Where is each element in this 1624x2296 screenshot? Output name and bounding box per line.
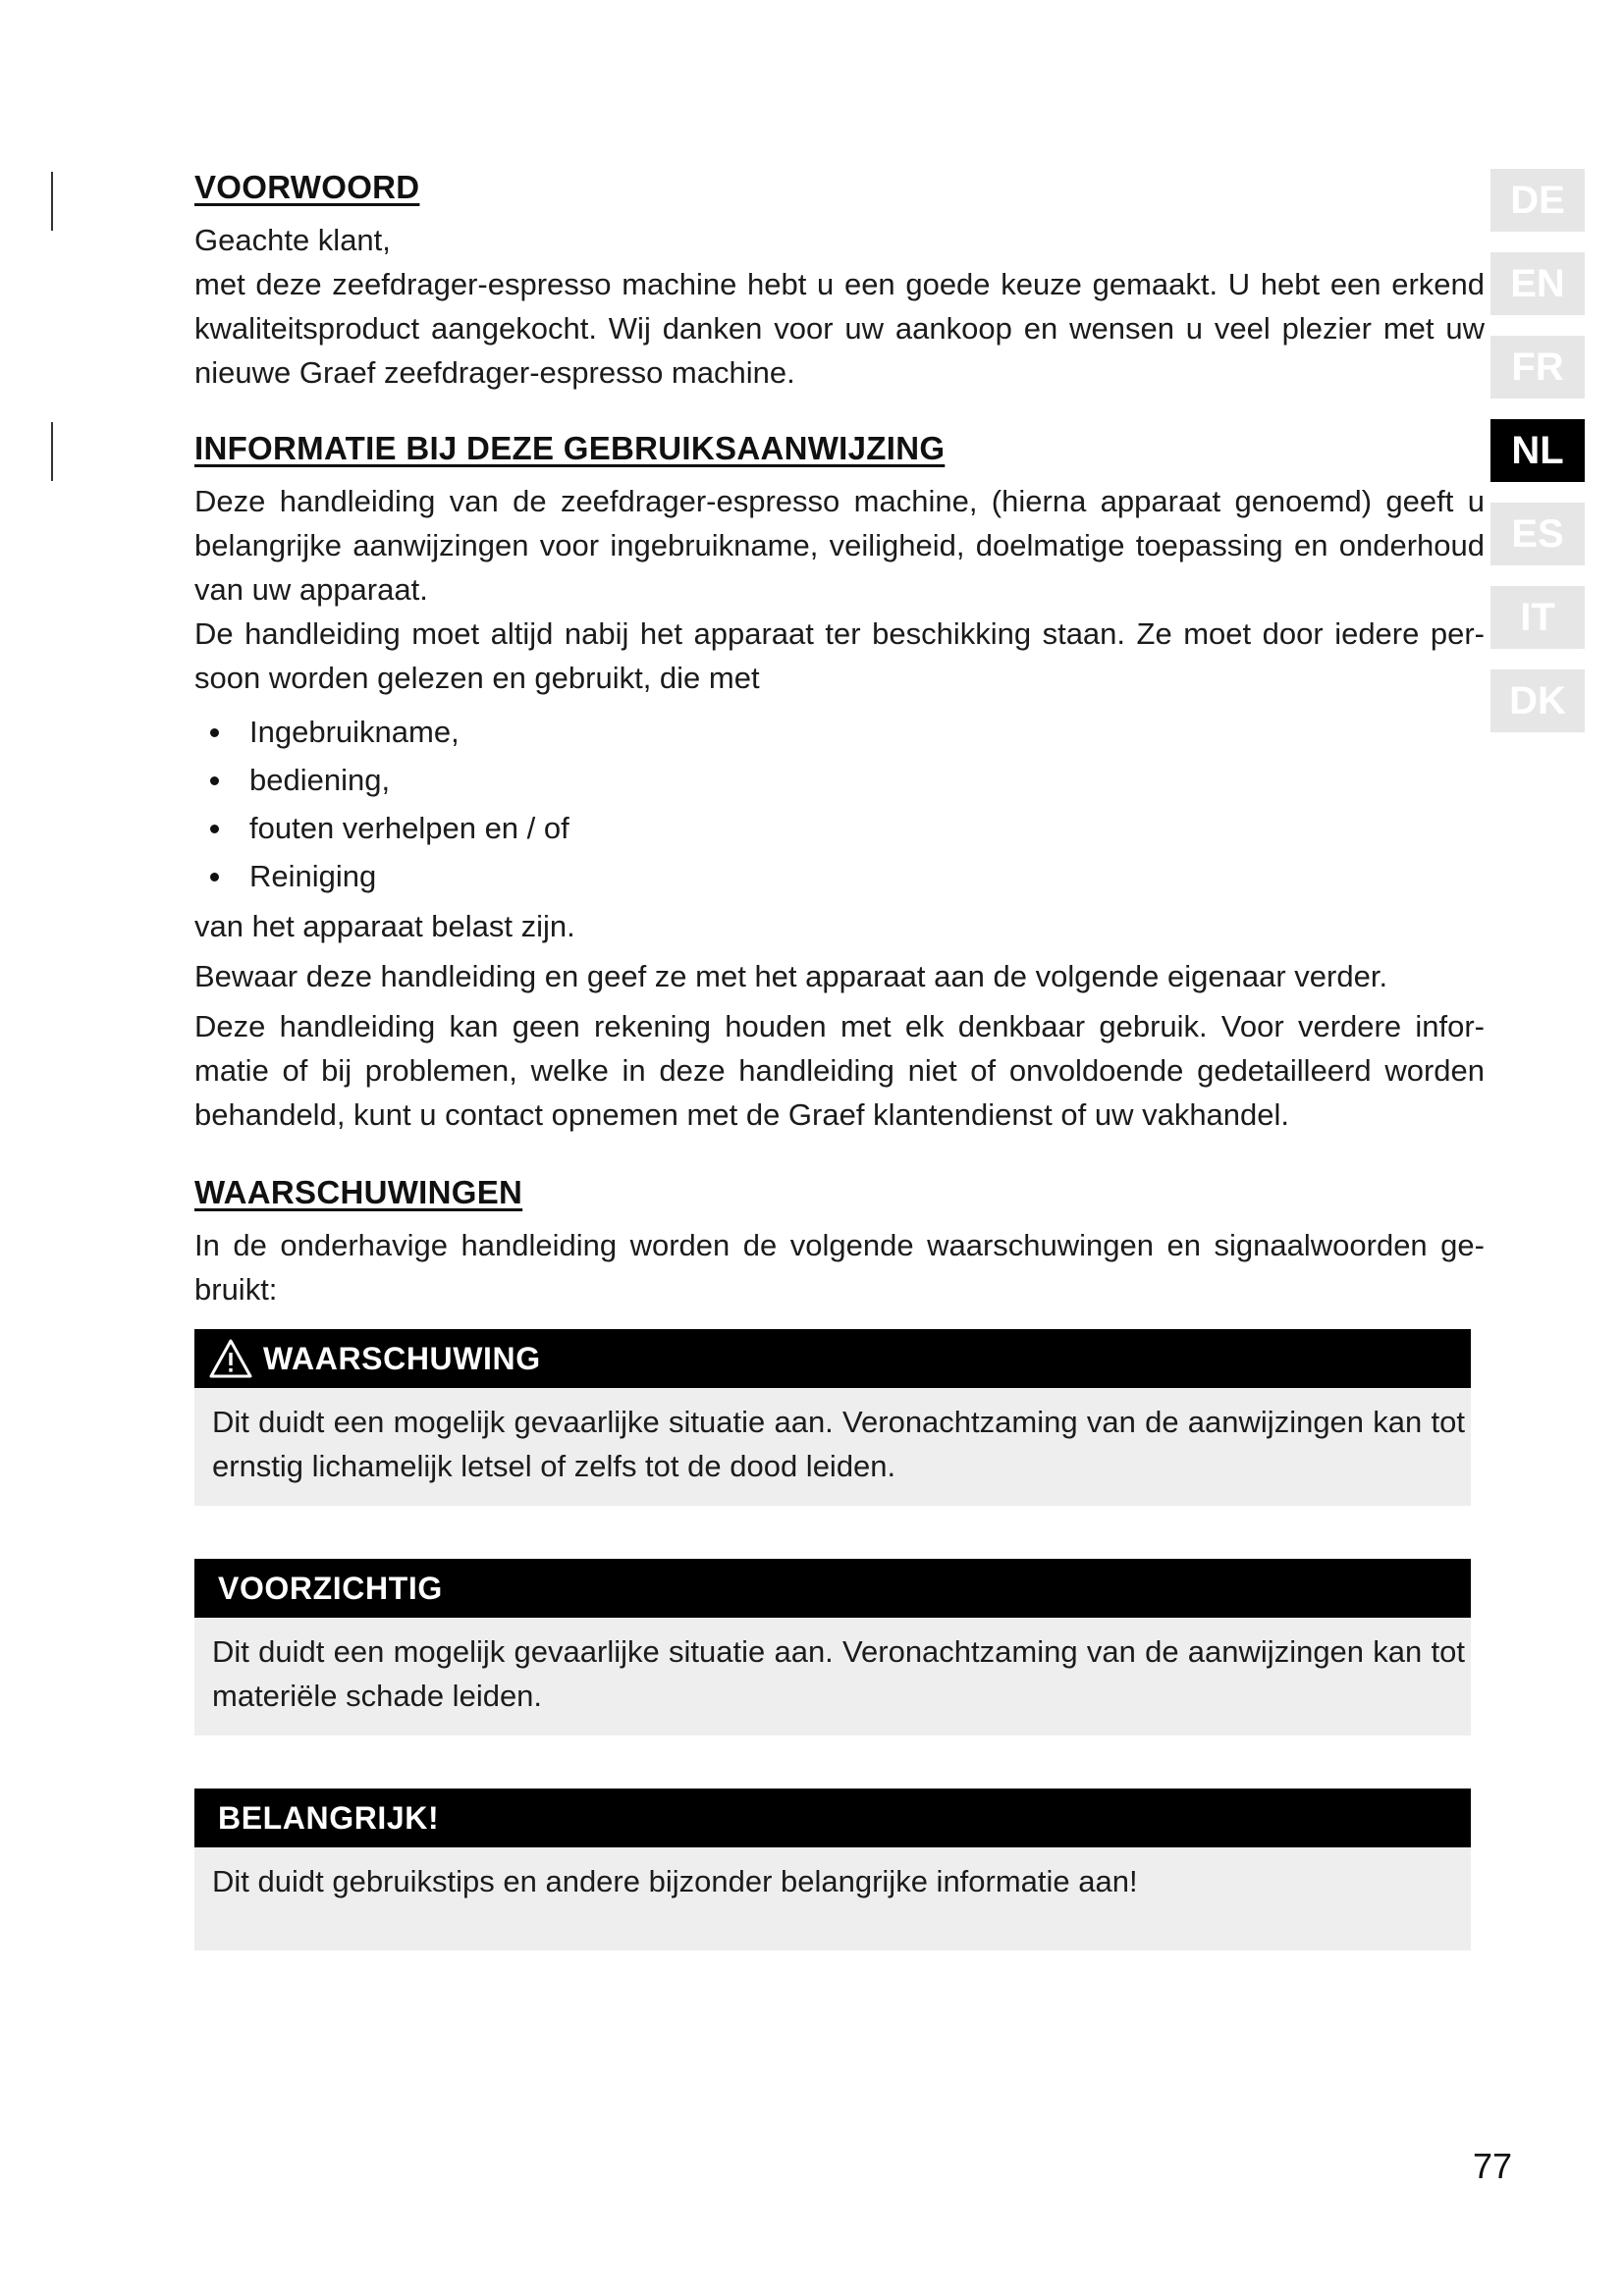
info-paragraph-4: Bewaar deze handleiding en geef ze met het apparaat aan de volgende eigenaar verder.: [194, 959, 1388, 993]
info-paragraph-2: De handleiding moet altijd nabij het apparaat ter beschikking staan. Ze moet door iedere per-soon worden gelezen en gebruikt, die met: [194, 616, 1485, 695]
list-item: Ingebruikname,: [194, 708, 1485, 756]
language-tab-de[interactable]: DE: [1490, 169, 1585, 232]
important-box-title: BELANGRIJK!: [218, 1799, 440, 1836]
caution-box-title: VOORZICHTIG: [218, 1570, 443, 1606]
language-tab-en[interactable]: EN: [1490, 252, 1585, 315]
task-list: [194, 708, 1485, 900]
warning-box: [194, 1329, 1471, 1506]
language-tab-fr[interactable]: FR: [1490, 336, 1585, 399]
margin-marker: [51, 422, 53, 481]
info-paragraph-1: Deze handleiding van de zeefdrager-espresso machine, (hierna apparaat genoemd) geeft u belangrijke aanwijzingen voor ingebruikname, veiligheid, doelmatige toepassing en onderhoud van uw apparaat.: [194, 484, 1485, 607]
language-tabs: [1490, 169, 1585, 753]
warning-triangle-icon: [208, 1338, 253, 1379]
caution-box-text: Dit duidt een mogelijk gevaarlijke situatie aan. Veronachtzaming van de aanwijzingen kan tot materiële schade leiden.: [194, 1618, 1471, 1735]
page-content: [194, 169, 1485, 1950]
caution-box-header: [194, 1559, 1471, 1618]
language-tab-es[interactable]: ES: [1490, 503, 1585, 565]
language-tab-nl[interactable]: NL: [1490, 419, 1585, 482]
page-number: 77: [1473, 2146, 1513, 2186]
info-paragraph-5: Deze handleiding kan geen rekening houden met elk denkbaar gebruik. Voor verdere infor-matie of bij problemen, welke in deze handleiding niet of onvoldoende gedetailleerd worden behandeld, kunt u contact opnemen met de Graef klantendienst of uw vakhandel.: [194, 1009, 1485, 1132]
language-tab-dk[interactable]: DK: [1490, 669, 1585, 732]
warnings-heading: WAARSCHUWINGEN: [194, 1174, 523, 1210]
important-box: [194, 1789, 1471, 1950]
warning-box-title: WAARSCHUWING: [263, 1340, 541, 1376]
foreword-heading: VOORWOORD: [194, 169, 420, 205]
important-box-header: [194, 1789, 1471, 1847]
list-item: bediening,: [194, 756, 1485, 804]
warning-box-text: Dit duidt een mogelijk gevaarlijke situatie aan. Veronachtzaming van de aanwijzingen kan tot ernstig lichamelijk letsel of zelfs tot de dood leiden.: [194, 1388, 1471, 1506]
language-tab-it[interactable]: IT: [1490, 586, 1585, 649]
warning-box-header: [194, 1329, 1471, 1388]
foreword-salutation: Geachte klant,: [194, 223, 391, 257]
info-paragraph-3: van het apparaat belast zijn.: [194, 909, 575, 943]
list-item: Reiniging: [194, 852, 1485, 900]
warnings-intro: In de onderhavige handleiding worden de volgende waarschuwingen en signaalwoorden ge-bruikt:: [194, 1228, 1485, 1307]
margin-marker: [51, 172, 53, 231]
info-heading: INFORMATIE BIJ DEZE GEBRUIKSAANWIJZING: [194, 430, 946, 466]
caution-box: [194, 1559, 1471, 1735]
important-box-text: Dit duidt gebruikstips en andere bijzonder belangrijke informatie aan!: [194, 1847, 1471, 1950]
list-item: fouten verhelpen en / of: [194, 804, 1485, 852]
foreword-body: met deze zeefdrager-espresso machine hebt u een goede keuze gemaakt. U hebt een erkend kwaliteitsproduct aangekocht. Wij danken voor uw aankoop en wensen u veel plezier met uw nieuwe Graef zeefdrager-espresso machine.: [194, 267, 1485, 390]
